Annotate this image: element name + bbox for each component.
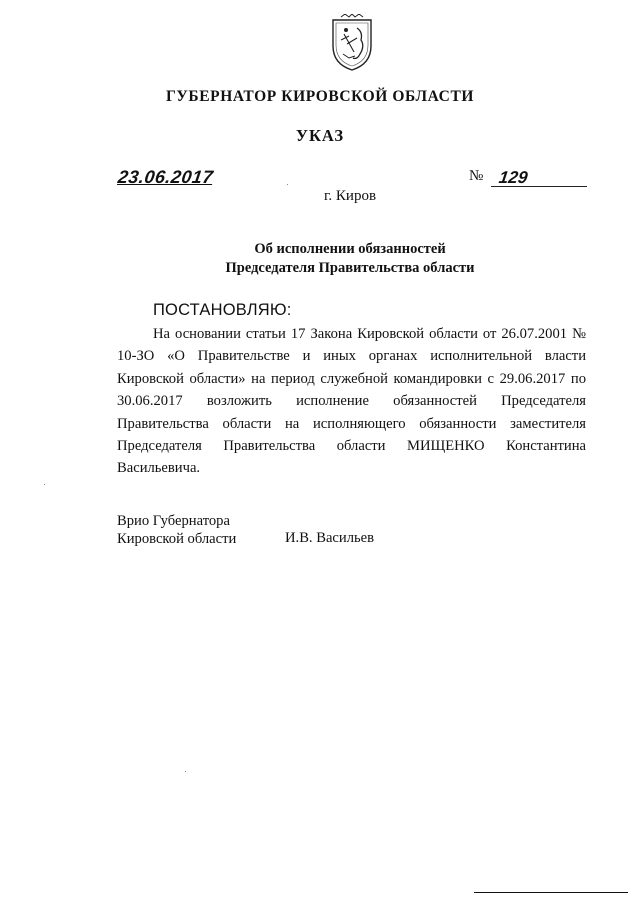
position-line-2: Кировской области [117,531,237,547]
scan-speck [185,771,186,772]
kirov-coat-of-arms-icon [327,14,377,72]
scan-speck [287,184,288,185]
decree-date: 23.06.2017 [116,167,215,187]
decree-paragraph: На основании статьи 17 Закона Кировской области от 26.07.2001 № 10-ЗО «О Правительстве и иных органах исполнительной власти Кировской области» на период служебной командировки с 29.06.2017 по 30.06.2017 возложить исполнение обязанностей Председателя Правительства области на исполняющего обязанности заместителя Председателя Правительства области МИЩЕНКО Константина Васильевича. [117,326,586,477]
subject-line-1: Об исполнении обязанностей [254,241,446,257]
number-underline [491,186,587,187]
authority-title: ГУБЕРНАТОР КИРОВСКОЙ ОБЛАСТИ [165,88,475,105]
number-value: 129 [497,168,529,187]
decree-operative-word: ПОСТАНОВЛЯЮ: [153,301,292,319]
city: г. Киров [323,188,377,204]
scan-speck [44,484,45,485]
signatory-name: И.В. Васильев [285,530,375,546]
position-line-1: Врио Губернатора [117,513,230,529]
number-sign: № [469,168,484,184]
footer-rule [474,892,628,893]
signatory-position [117,512,236,548]
document-type: УКАЗ [295,126,345,145]
subject-line-2: Председателя Правительства области [225,260,475,276]
decree-subject [0,240,640,278]
